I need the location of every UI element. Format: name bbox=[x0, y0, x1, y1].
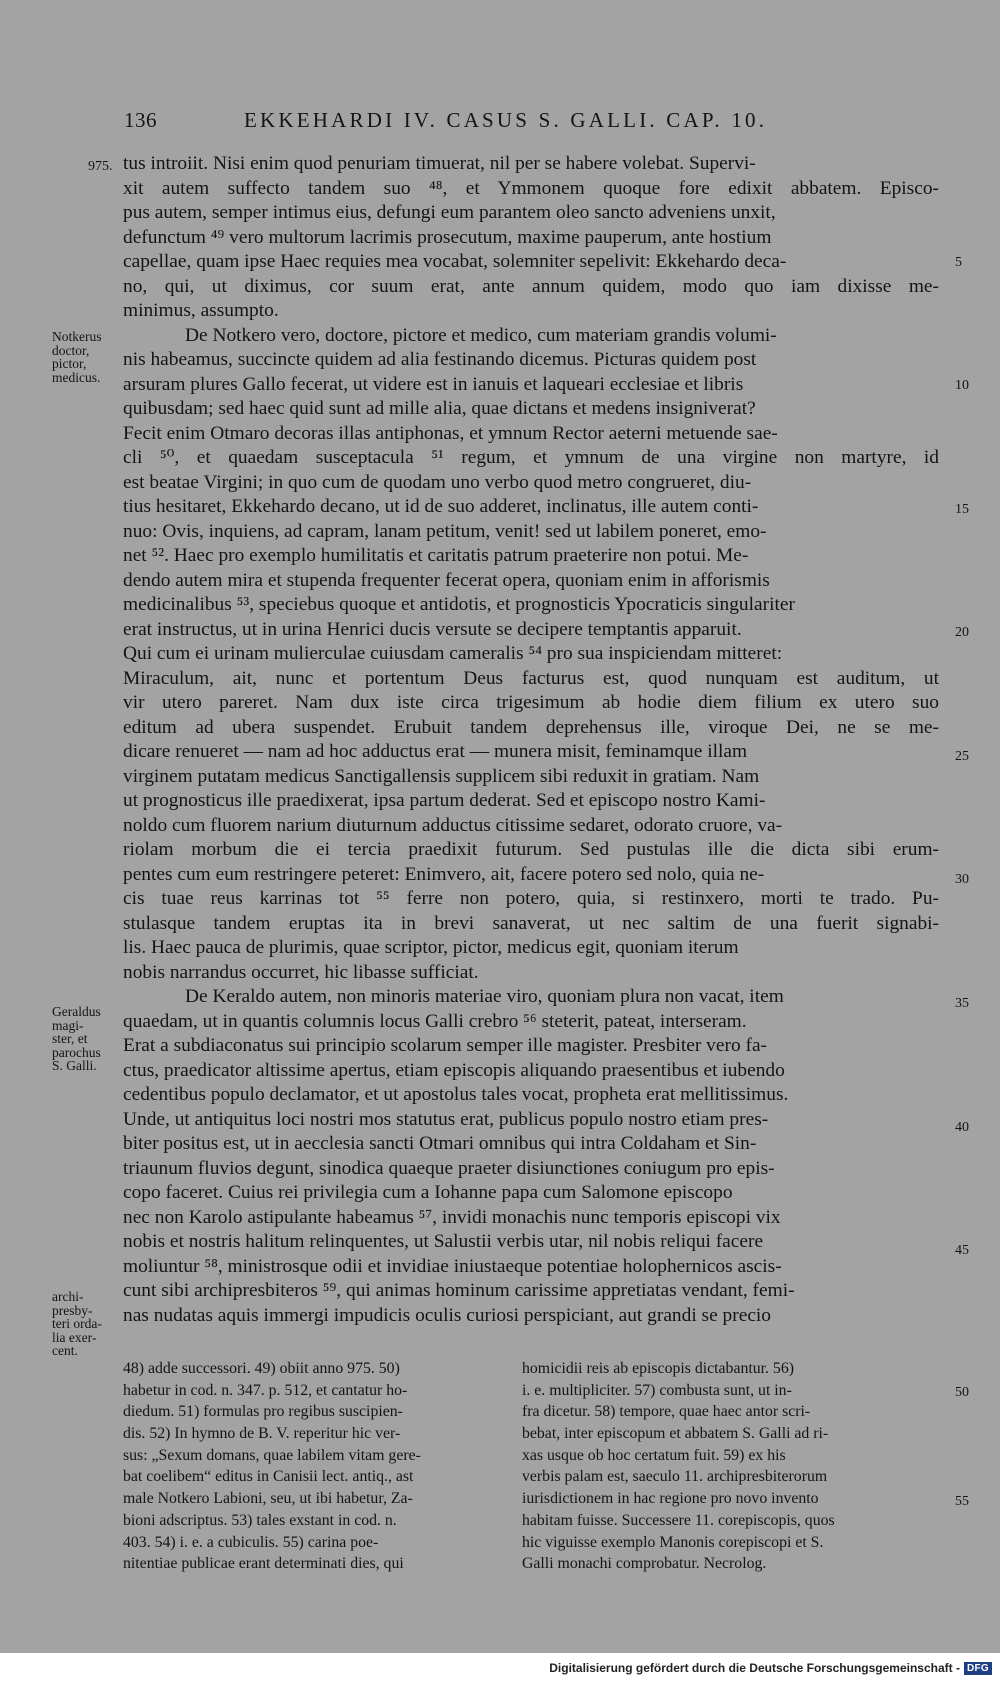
footnote-line: xas usque ob hoc certatum fuit. 59) ex his bbox=[522, 1446, 786, 1464]
text-line: nec non Karolo astipulante habeamus ⁵⁷, invidi monachis nunc temporis episcopi vix bbox=[123, 1206, 781, 1228]
text-line: Erat a subdiaconatus sui principio scolarum semper ille magister. Presbiter vero fa- bbox=[123, 1035, 768, 1056]
text-line: arsuram plures Gallo fecerat, ut videre est in ianuis et laqueari ecclesiae et libris bbox=[123, 373, 744, 395]
margin-note-line: Notkerus bbox=[52, 329, 102, 344]
margin-note-line: Geraldus bbox=[52, 1004, 101, 1019]
line-number: 55 bbox=[955, 1494, 969, 1509]
text-line: minimus, assumpto. bbox=[123, 300, 279, 321]
text-line: triaunum fluvios degunt, sinodica quaeque praeter disiunctiones coniugum pro epis- bbox=[123, 1157, 775, 1179]
text-line: Unde, ut antiquitus loci nostri mos statutus erat, publicus populo nostro etiam pres- bbox=[123, 1108, 769, 1130]
footnote-line: 403. 54) i. e. a cubiculis. 55) carina poe- bbox=[123, 1533, 379, 1551]
credit-text: Digitalisierung gefördert durch die Deutsche Forschungsgemeinschaft - bbox=[549, 1661, 960, 1675]
text-line: Miraculum, ait, nunc et portentum Deus facturus est, quod nunquam est auditum, ut bbox=[123, 667, 939, 689]
text-line: nobis narrandus occurret, hic libasse sufficiat. bbox=[123, 961, 479, 983]
text-line: nuo: Ovis, inquiens, ad capram, lanam petitum, venit! sed ut labilem poneret, emo- bbox=[123, 520, 767, 542]
margin-note-line: S. Galli. bbox=[52, 1058, 97, 1073]
text-line: noldo cum fluorem narium diuturnum adductus citissime sedaret, odorato cruore, va- bbox=[123, 814, 783, 836]
text-line: erat instructus, ut in urina Henrici ducis versute se decipere temptantis apparuit. bbox=[123, 618, 742, 640]
line-number: 15 bbox=[955, 502, 969, 517]
line-number: 35 bbox=[955, 996, 969, 1011]
text-line: cli ⁵⁰, et quaedam susceptacula ⁵¹ regum, et ymnum de una virgine non martyre, id bbox=[123, 447, 939, 468]
footnote-line: bat coelibem“ editus in Canisii lect. antiq., ast bbox=[123, 1468, 414, 1486]
margin-note-archipresbyteri bbox=[52, 1290, 122, 1358]
margin-note-line: cent. bbox=[52, 1343, 78, 1358]
year-marker: 975. bbox=[88, 159, 113, 174]
line-number: 10 bbox=[955, 378, 969, 393]
footnote-line: bebat, inter episcopum et abbatem S. Galli ad ri- bbox=[522, 1425, 829, 1443]
margin-note-line: pictor, bbox=[52, 356, 87, 371]
footnote-line: 48) adde successori. 49) obiit anno 975. 50) bbox=[123, 1360, 400, 1377]
text-line: biter positus est, ut in aecclesia sancti Otmari omnibus qui intra Coldaham et Sin- bbox=[123, 1133, 757, 1154]
text-line: Fecit enim Otmaro decoras illas antiphonas, et ymnum Rector aeterni metuende sae- bbox=[123, 422, 778, 444]
footnote-line: nitentiae publicae erant determinati dies, qui bbox=[123, 1555, 404, 1573]
footnotes-right-column bbox=[522, 1358, 942, 1575]
margin-note-line: presby- bbox=[52, 1302, 93, 1318]
text-line: stulasque tandem eruptas ita in brevi sanaverat, ut nec saltim de una fuerit signabi- bbox=[123, 912, 939, 934]
line-number: 30 bbox=[955, 872, 969, 887]
text-line: xit autem suffecto tandem suo ⁴⁸, et Ymmonem quoque fore edixit abbatem. Episco- bbox=[123, 177, 939, 199]
text-line: cunt sibi archipresbiteros ⁵⁹, qui animas hominum carissime appretiatas vendant, femi- bbox=[123, 1280, 795, 1301]
text-line: editum ad ubera suspendet. Erubuit tandem deprehensus ille, viroque Dei, ne se me- bbox=[123, 716, 939, 738]
footnote-line: bioni adscriptus. 53) tales exstant in cod. n. bbox=[123, 1511, 397, 1529]
text-line: capellae, quam ipse Haec requies mea vocabat, solemniter sepelivit: Ekkehardo deca- bbox=[123, 251, 787, 272]
line-number: 25 bbox=[955, 749, 969, 764]
footnote-line: verbis palam est, saeculo 11. archipresbiterorum bbox=[522, 1468, 828, 1486]
text-line: medicinalibus ⁵³, speciebus quoque et antidotis, et prognosticis Ypocraticis singulariter bbox=[123, 594, 795, 615]
footnote-line: hic viguisse exemplo Manonis corepiscopi et S. bbox=[522, 1533, 824, 1551]
footnote-line: i. e. multipliciter. 57) combusta sunt, ut in- bbox=[522, 1381, 792, 1399]
text-line: De Keraldo autem, non minoris materiae viro, quoniam plura non vacat, item bbox=[185, 986, 784, 1007]
text-line: riolam morbum die ei tercia praedixit futurum. Sed pustulas ille die dicta sibi erum- bbox=[123, 839, 939, 860]
margin-note-line: parochus bbox=[52, 1044, 101, 1060]
footnote-line: sus: „Sexum domans, quae labilem vitam gere- bbox=[123, 1446, 421, 1464]
text-line: cis tuae reus karrinas tot ⁵⁵ ferre non potero, quia, si restinxero, morti te trado. Pu- bbox=[123, 888, 939, 909]
footnote-line: habetur in cod. n. 347. p. 512, et cantatur ho- bbox=[123, 1381, 408, 1399]
footnote-line: dis. 52) In hymno de B. V. reperitur hic ver- bbox=[123, 1425, 401, 1443]
text-line: ctus, praedicator altissime apertus, etiam episcopis aliquando praesentibus et iubendo bbox=[123, 1059, 785, 1081]
margin-note-notker bbox=[52, 330, 122, 384]
text-line: quibusdam; sed haec quid sunt ad mille alia, quae dictans et medens insigniverat? bbox=[123, 398, 756, 419]
margin-note-line: medicus. bbox=[52, 369, 101, 385]
footnotes-left-column bbox=[123, 1358, 543, 1575]
text-line: tus introiit. Nisi enim quod penuriam timuerat, nil per se habere volebat. Supervi- bbox=[123, 153, 756, 174]
text-line: nas nudatas aquis immergi impudicis oculis curiosi perspiciant, aut grandi se precio bbox=[123, 1304, 772, 1326]
text-line: quaedam, ut in quantis columnis locus Galli crebro ⁵⁶ steterit, pateat, interseram. bbox=[123, 1010, 747, 1032]
text-line: dendo autem mira et stupenda frequenter fecerat opera, quoniam enim in afforismis bbox=[123, 569, 770, 591]
text-line: lis. Haec pauca de plurimis, quae scriptor, pictor, medicus egit, quoniam iterum bbox=[123, 937, 739, 958]
text-line: copo faceret. Cuius rei privilegia cum a Iohanne papa cum Salomone episcopo bbox=[123, 1182, 733, 1203]
text-line: no, qui, ut diximus, cor suum erat, ante annum quidem, modo quo iam dixisse me- bbox=[123, 275, 939, 297]
margin-note-line: teri orda- bbox=[52, 1316, 102, 1331]
text-line: pentes cum eum restringere peteret: Enimvero, ait, facere potero sed nolo, quia ne- bbox=[123, 863, 765, 885]
line-number: 50 bbox=[955, 1385, 969, 1400]
main-text bbox=[123, 152, 939, 1328]
running-title: EKKEHARDI IV. CASUS S. GALLI. CAP. 10. bbox=[244, 108, 768, 132]
footnote-line: fra dicetur. 58) tempore, quae haec antor scri- bbox=[522, 1403, 811, 1421]
text-line: Qui cum ei urinam mulierculae cuiusdam cameralis ⁵⁴ pro sua inspiciendam mitteret: bbox=[123, 643, 783, 664]
text-line: cedentibus populo declamator, et ut apostolus tales vocat, propheta erat mellitissimus. bbox=[123, 1084, 789, 1105]
margin-note-line: doctor, bbox=[52, 342, 90, 358]
text-line: nis habeamus, succincte quidem ad alia festinando dicemus. Picturas quidem post bbox=[123, 349, 757, 370]
text-line: nobis et nostris halitum relinquentes, ut Salustii verbis utar, nil nobis reliqui facere bbox=[123, 1231, 764, 1252]
footnote-line: habitam fuisse. Successere 11. corepiscopis, quos bbox=[522, 1511, 835, 1529]
text-line: dicare renueret — nam ad hoc adductus erat — munera misit, feminamque illam bbox=[123, 741, 748, 762]
footnote-line: diedum. 51) formulas pro regibus suscipien- bbox=[123, 1403, 403, 1421]
margin-note-line: lia exer- bbox=[52, 1329, 97, 1345]
dfg-logo: DFG bbox=[964, 1662, 992, 1675]
footnote-line: Galli monachi comprobatur. Necrolog. bbox=[522, 1555, 767, 1573]
text-line: tius hesitaret, Ekkehardo decano, ut id de suo adderet, inclinatus, ille autem conti- bbox=[123, 496, 759, 517]
footnote-line: male Notkero Labioni, seu, ut ibi habetur, Za- bbox=[123, 1490, 413, 1508]
text-line: net ⁵². Haec pro exemplo humilitatis et caritatis patrum praeterire non potui. Me- bbox=[123, 545, 749, 566]
line-number: 20 bbox=[955, 625, 969, 640]
text-line: De Notkero vero, doctore, pictore et medico, cum materiam grandis volumi- bbox=[185, 324, 777, 346]
line-number: 5 bbox=[955, 255, 962, 270]
text-line: virginem putatam medicus Sanctigallensis supplicem sibi reduxit in gratiam. Nam bbox=[123, 765, 760, 787]
margin-note-line: magi- bbox=[52, 1017, 84, 1033]
text-line: moliuntur ⁵⁸, ministrosque odii et invidiae iniustaeque potentiae holophernicos ascis- bbox=[123, 1255, 782, 1277]
page-number: 136 bbox=[124, 108, 157, 132]
text-line: ut prognosticus ille praedixerat, ipsa partum dederat. Sed et episcopo nostro Kami- bbox=[123, 790, 766, 811]
margin-note-line: archi- bbox=[52, 1289, 84, 1304]
line-number: 45 bbox=[955, 1243, 969, 1258]
text-line: defunctum ⁴⁹ vero multorum lacrimis prosecutum, maxime pauperum, ante hostium bbox=[123, 226, 772, 248]
margin-note-line: ster, et bbox=[52, 1031, 88, 1046]
margin-note-gerald bbox=[52, 1005, 122, 1073]
text-line: vir utero pareret. Nam dux iste circa trigesimum ab hodie diem filium ex utero suo bbox=[123, 692, 939, 713]
digitization-credit bbox=[549, 1661, 992, 1675]
text-line: est beatae Virgini; in quo cum de quodam uno verbo quod metro congrueret, diu- bbox=[123, 471, 752, 493]
line-number: 40 bbox=[955, 1120, 969, 1135]
footnote-line: iurisdictionem in hac regione pro novo invento bbox=[522, 1490, 819, 1508]
text-line: pus autem, semper intimus eius, defungi eum parantem oleo sancto adveniens unxit, bbox=[123, 202, 776, 223]
footnote-line: homicidii reis ab episcopis dictabantur. 56) bbox=[522, 1360, 794, 1377]
